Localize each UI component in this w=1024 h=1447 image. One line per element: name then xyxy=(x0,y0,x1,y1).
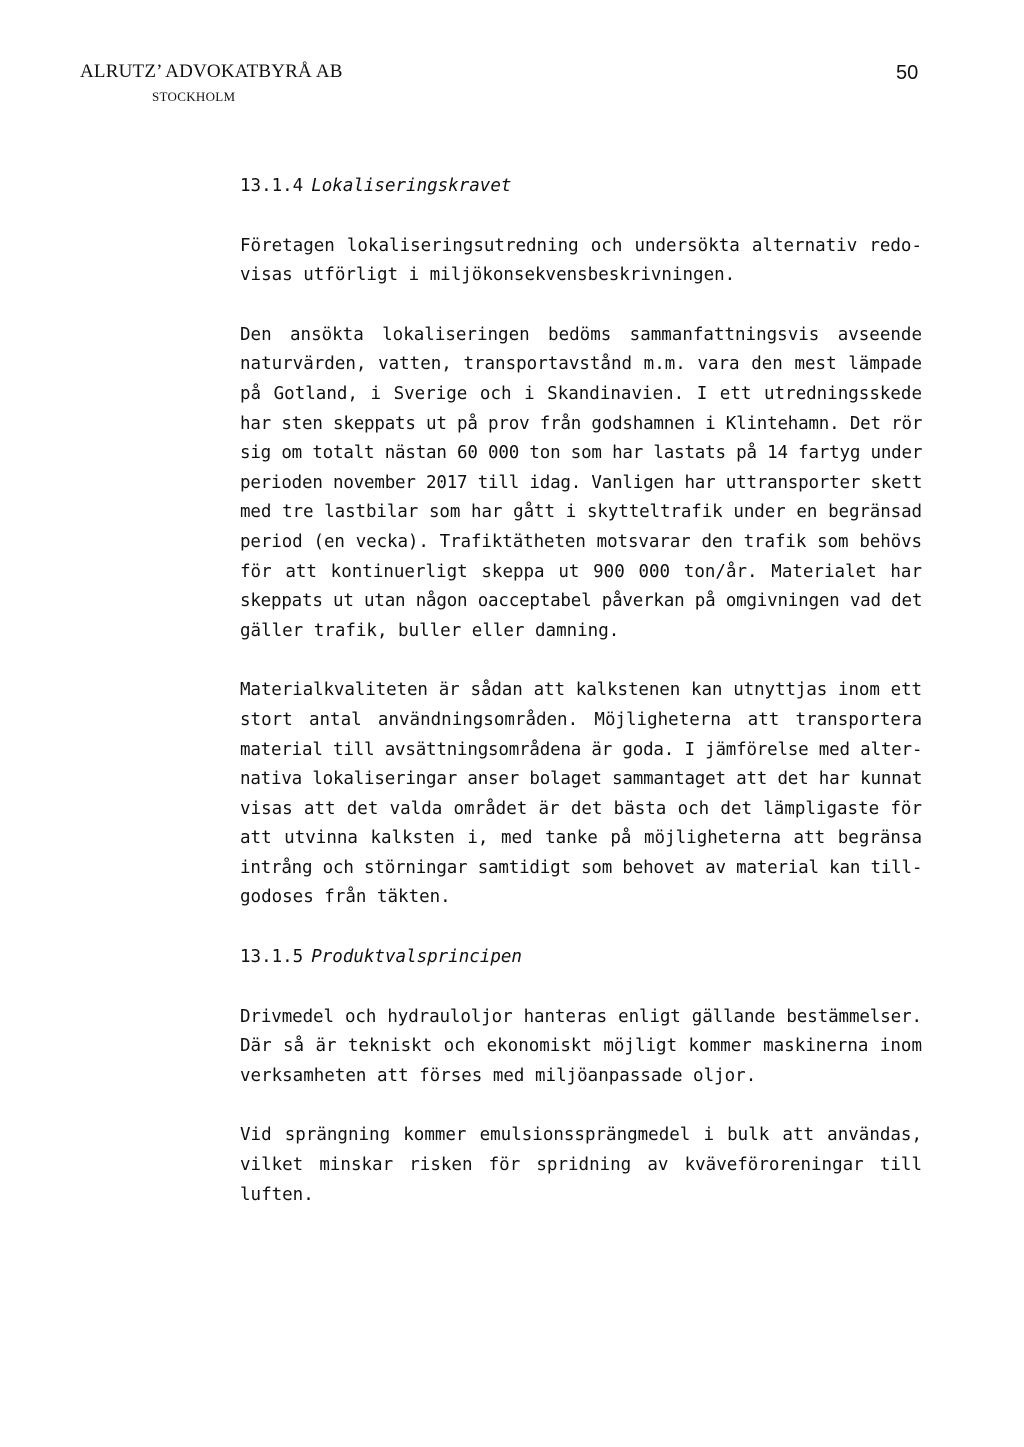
text-line: period (en vecka). Trafiktätheten motsvarar den trafik som behövs xyxy=(240,531,922,552)
section-number: 13.1.5 xyxy=(240,947,304,968)
text-line: stort antal användningsområden. Möjligheterna att transportera xyxy=(240,709,922,730)
paragraph xyxy=(240,321,922,647)
firm-city: STOCKHOLM xyxy=(152,89,236,104)
text-line: Materialkvaliteten är sådan att kalkstenen kan utnyttjas inom ett xyxy=(240,680,922,701)
text-line: gäller trafik, buller eller damning. xyxy=(240,620,620,641)
text-line: har sten skeppats ut på prov från godshamnen i Klintehamn. Det rör xyxy=(240,413,923,434)
document-body xyxy=(240,172,922,1240)
text-line: Företagen lokaliseringsutredning och undersökta alternativ redo- xyxy=(240,235,922,256)
section-number: 13.1.4 xyxy=(240,176,304,196)
firm-name: ALRUTZ’ ADVOKATBYRÅ AB xyxy=(80,61,343,82)
text-line: Där så är tekniskt och ekonomiskt möjligt kommer maskinerna inom xyxy=(240,1036,922,1057)
text-line: naturvärden, vatten, transportavstånd m.m. vara den mest lämpade xyxy=(240,354,922,375)
letterhead xyxy=(80,60,343,105)
paragraph xyxy=(240,1121,922,1210)
section-title: Produktvalsprincipen xyxy=(311,947,522,968)
paragraph xyxy=(240,232,922,291)
section-title: Lokaliseringskravet xyxy=(311,176,512,196)
text-line: Vid sprängning kommer emulsionssprängmedel i bulk att användas, xyxy=(240,1125,922,1146)
text-line: visas att det valda området är det bästa och det lämpligaste för xyxy=(240,798,922,819)
text-line: verksamheten att förses med miljöanpassade oljor. xyxy=(240,1065,757,1086)
text-line: på Gotland, i Sverige och i Skandinavien. I ett utredningsskede xyxy=(240,383,922,404)
text-line: luften. xyxy=(240,1184,314,1205)
text-line: vilket minskar risken för spridning av kväveföroreningar till xyxy=(240,1155,922,1176)
text-line: nativa lokaliseringar anser bolaget sammantaget att det har kunnat xyxy=(240,769,923,790)
text-line: Drivmedel och hydrauloljor hanteras enligt gällande bestämmelser. xyxy=(240,1006,922,1027)
text-line: godoses från täkten. xyxy=(240,887,451,908)
paragraph xyxy=(240,676,922,913)
section-heading xyxy=(240,172,922,202)
section-heading xyxy=(240,943,922,973)
text-line: perioden november 2017 till idag. Vanligen har uttransporter skett xyxy=(240,472,923,493)
text-line: Den ansökta lokaliseringen bedöms sammanfattningsvis avseende xyxy=(240,324,922,345)
text-line: material till avsättningsområdena är goda. I jämförelse med alter- xyxy=(240,739,923,760)
text-line: att utvinna kalksten i, med tanke på möjligheterna att begränsa xyxy=(240,828,922,849)
text-line: visas utförligt i miljökonsekvensbeskrivningen. xyxy=(240,265,736,286)
page-number: 50 xyxy=(896,62,919,84)
text-line: sig om totalt nästan 60 000 ton som har lastats på 14 fartyg under xyxy=(240,443,923,464)
paragraph xyxy=(240,1003,922,1092)
text-line: skeppats ut utan någon oacceptabel påverkan på omgivningen vad det xyxy=(240,591,923,612)
text-line: intrång och störningar samtidigt som behovet av material kan till- xyxy=(240,857,923,878)
text-line: med tre lastbilar som har gått i skytteltrafik under en begränsad xyxy=(240,502,922,523)
text-line: för att kontinuerligt skeppa ut 900 000 ton/år. Materialet har xyxy=(240,561,922,582)
